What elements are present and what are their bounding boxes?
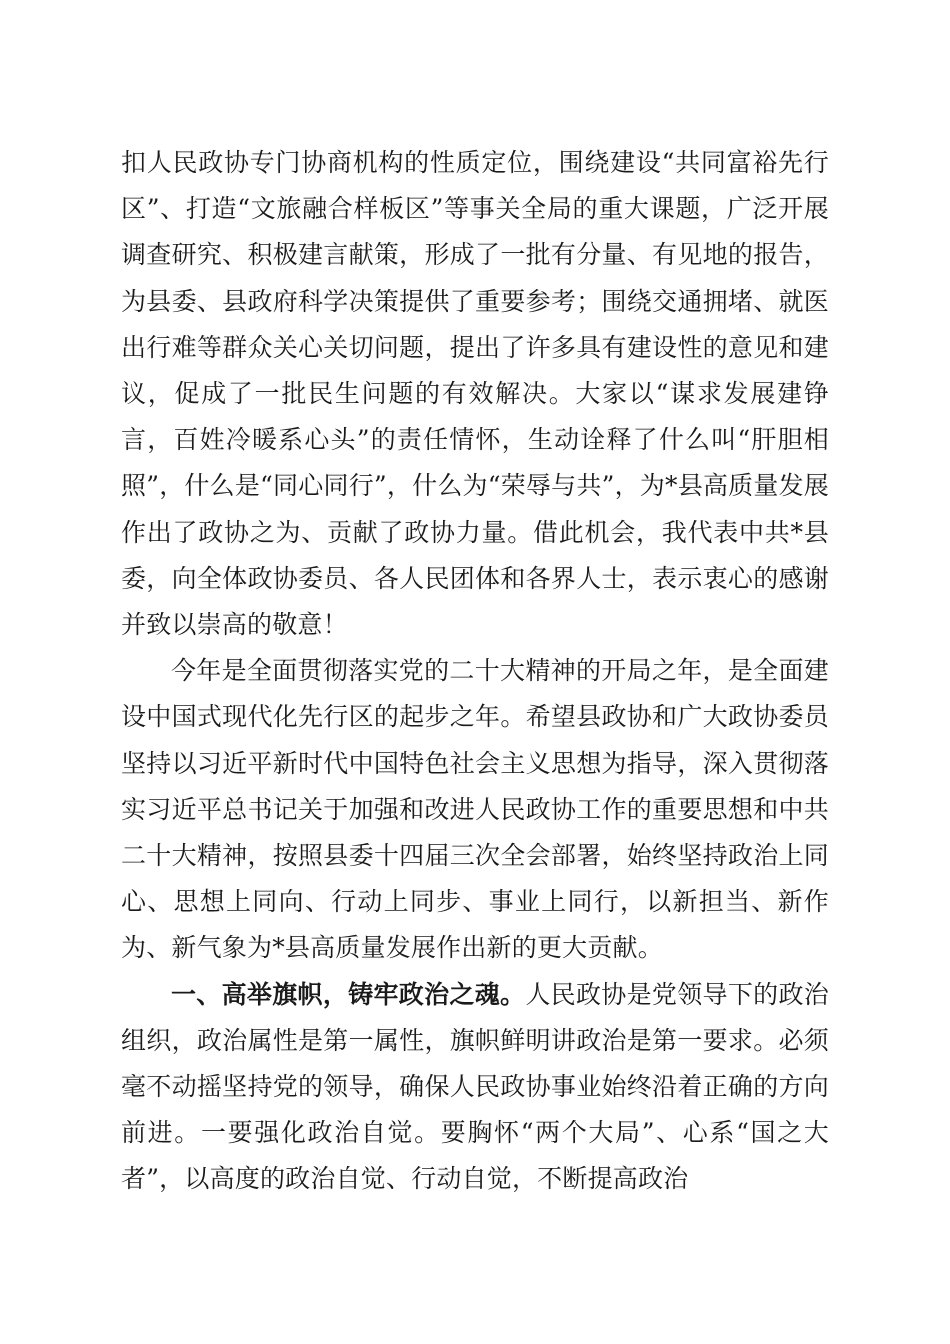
document-body [121,140,829,1203]
paragraph-section-one [121,972,829,1203]
paragraph-continuation: 扣人民政协专门协商机构的性质定位，围绕建设“共同富裕先行区”、打造“文旅融合样板区”等事关全局的重大课题，广泛开展调查研究、积极建言献策，形成了一批有分量、有见地的报告，为县委、县政府科学决策提供了重要参考；围绕交通拥堵、就医出行难等群众关心关切问题，提出了许多具有建设性的意见和建议，促成了一批民生问题的有效解决。大家以“谋求发展建铮言，百姓冷暖系心头”的责任情怀，生动诠释了什么叫“肝胆相照”，什么是“同心同行”，什么为“荣辱与共”，为*县高质量发展作出了政协之为、贡献了政协力量。借此机会，我代表中共*县委，向全体政协委员、各人民团体和各界人士，表示衷心的感谢并致以崇高的敬意！ [121,148,829,640]
paragraph-opening-year: 今年是全面贯彻落实党的二十大精神的开局之年，是全面建设中国式现代化先行区的起步之年。希望县政协和广大政协委员坚持以习近平新时代中国特色社会主义思想为指导，深入贯彻落实习近平总书记关于加强和改进人民政协工作的重要思想和中共二十大精神，按照县委十四届三次全会部署，始终坚持政治上同心、思想上同向、行动上同步、事业上同行，以新担当、新作为、新气象为*县高质量发展作出新的更大贡献。 [121,656,829,963]
section-body: 人民政协是党领导下的政治组织，政治属性是第一属性，旗帜鲜明讲政治是第一要求。必须毫不动摇坚持党的领导，确保人民政协事业始终沿着正确的方向前进。一要强化政治自觉。要胸怀“两个大局”、心系“国之大者”，以高度的政治自觉、行动自觉，不断提高政治 [121,979,829,1194]
section-heading: 一、高举旗帜，铸牢政治之魂。 [171,979,526,1009]
